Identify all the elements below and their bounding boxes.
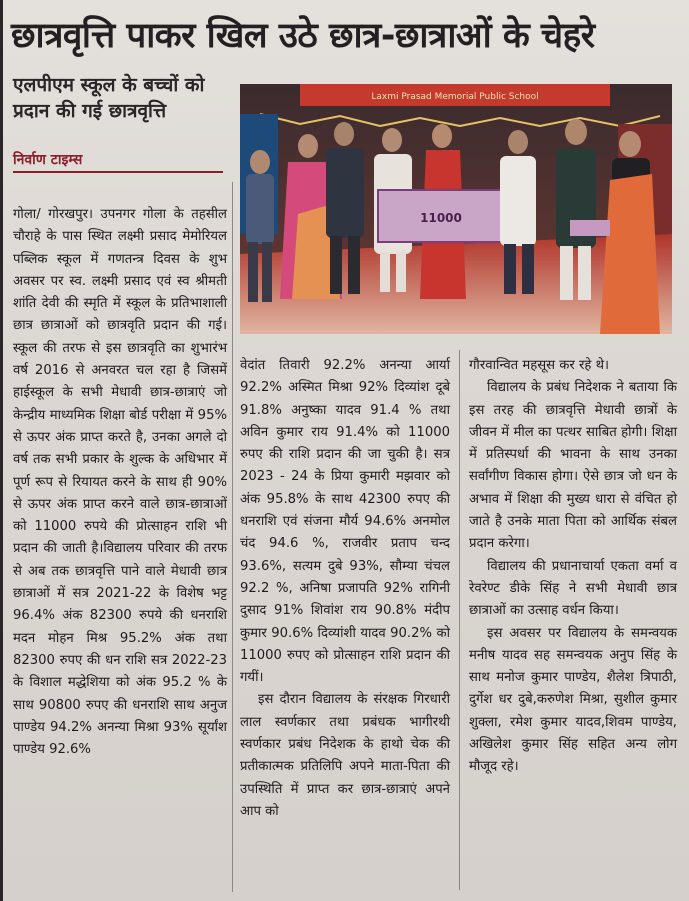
paragraph: वेदांत तिवारी 92.2% अनन्या आर्या 92.2% अस्मित मिश्रा 92% दिव्यांश दूबे 91.8% अनुष्का यादव 91.4 % तथा अविन कुमार राय 91.4% को 11000 रुपए की राशि प्रदान की जा चुकी है। सत्र 2023 - 24 के प्रिया कुमारी मझवार को अंक 95.8% के साथ 42300 रुपए की धनराशि एवं संजना मौर्य 94.6% अनमोल चंद 94.6 %, राजवीर प्रताप चन्द 93.6%, सत्यम दुबे 93%, सौम्या चंचल 92.2 %, अनिषा प्रजापति 92% रागिनी दुसाद 91% शिवांश राय 90.8% मंदीप कुमार 90.6% दिव्यांशी यादव 90.2% को 11000 रुपए को प्रोत्साहन राशि प्रदान की गयीं। bbox=[240, 358, 450, 686]
subheadline: एलपीएम स्कूल के बच्चों को प्रदान की गई छात्रवृत्ति bbox=[13, 74, 205, 122]
paragraph: विद्यालय के प्रबंध निदेशक ने बताया कि इस तरह की छात्रवृत्ति मेधावी छात्रों के जीवन में मील का पत्थर साबित होगी। शिक्षा में प्रतिस्पर्धा की भावना के साथ उनका सर्वांगीण विकास होगा। ऐसे छात्र जो धन के अभाव में शिक्षा की मुख्य धारा से वंचित हो जाते है उनके माता पिता को आर्थिक संबल प्रदान करेगा। bbox=[469, 380, 677, 552]
banner-text: Laxmi Prasad Memorial Public School bbox=[371, 92, 539, 102]
article-column-3 bbox=[469, 355, 677, 779]
headline: छात्रवृत्ति पाकर खिल उठे छात्र-छात्राओं के चेहरे bbox=[11, 16, 595, 56]
check-amount: 11000 bbox=[420, 211, 462, 225]
event-photo bbox=[240, 84, 672, 334]
paragraph: गौरवान्वित महसूस कर रहे थे। bbox=[469, 358, 610, 373]
article-column-2 bbox=[240, 355, 450, 823]
paragraph: विद्यालय की प्रधानाचार्या एकता वर्मा व रेवरेण्ट डीके सिंह ने सभी मेधावी छात्र छात्राओं का उत्साह वर्धन किया। bbox=[469, 558, 677, 619]
paragraph: इस अवसर पर विद्यालय के समन्वयक मनीष यादव सह समन्वयक अनुप सिंह के साथ मनोज कुमार पाण्डेय, शैलेश त्रिपाठी, दुर्गेश धर दुबे,करुणेश मिश्रा, सुशील कुमार शुक्ला, रमेश कुमार यादव,शिवम पाण्डेय, अखिलेश कुमार सिंह सहित अन्य लोग मौजूद रहे। bbox=[469, 625, 677, 775]
article-column-1 bbox=[13, 204, 227, 761]
column-divider bbox=[232, 182, 233, 892]
paragraph: गोला/ गोरखपुर। उपनगर गोला के तहसील चौराहे के पास स्थित लक्ष्मी प्रसाद मेमोरियल पब्लिक स्कूल में गणतन्त्र दिवस के शुभ अवसर पर स्व. लक्ष्मी प्रसाद एवं स्व श्रीमती शांति देवी की स्मृति में स्कूल के प्रतिभाशाली छात्र छात्राओं को छात्रवृति प्रदान की गई।स्कूल की तरफ से इस छात्रवृति का शुभारंभ वर्ष 2016 से अनवरत चल रहा है जिसमें हाईस्कूल के सभी मेधावी छात्र-छात्राएं जो केन्द्रीय माध्यमिक शिक्षा बोर्ड परीक्षा में 95% से ऊपर अंक प्राप्त करते है, उनका अगले दो वर्ष तक सभी प्रकार के शुल्क के अधिभार में पूर्ण रूप से रियायत करने के साथ ही 90% से ऊपर अंक प्राप्त करने वाले छात्र-छात्राओं को 11000 रुपये की प्रोत्साहन राशि भी प्रदान की जाती है।विद्यालय परिवार की तरफ से अब तक छात्रवृत्ति पाने वाले मेधावी छात्र छात्राओं में सत्र 2021-22 के विशेष भट्ट 96.4% अंक 82300 रुपये की धनराशि मदन मोहन मिश्र 95.2% अंक तथा 82300 रुपए की धन राशि सत्र 2022-23 के विशाल मद्धेशिया को अंक 95.2 % के साथ 90800 रुपए की धनराशि साथ अनुज पाण्डेय 94.2% अनन्या मिश्रा 93% सूर्यांश पाण्डेय 92.6% bbox=[13, 207, 227, 758]
paragraph: इस दौरान विद्यालय के संरक्षक गिरधारी लाल स्वर्णकार तथा प्रबंधक भागीरथी स्वर्णकार प्रबंध निदेशक के हाथो चेक की प्रतीकात्मक प्रतिलिपि अपने माता-पिता की उपस्थिति में प्राप्त कर छात्र-छात्राएं अपने आप को bbox=[240, 692, 450, 819]
byline: निर्वाण टाइम्स bbox=[13, 150, 223, 173]
event-photo-illustration bbox=[240, 84, 672, 334]
column-divider bbox=[459, 350, 460, 890]
